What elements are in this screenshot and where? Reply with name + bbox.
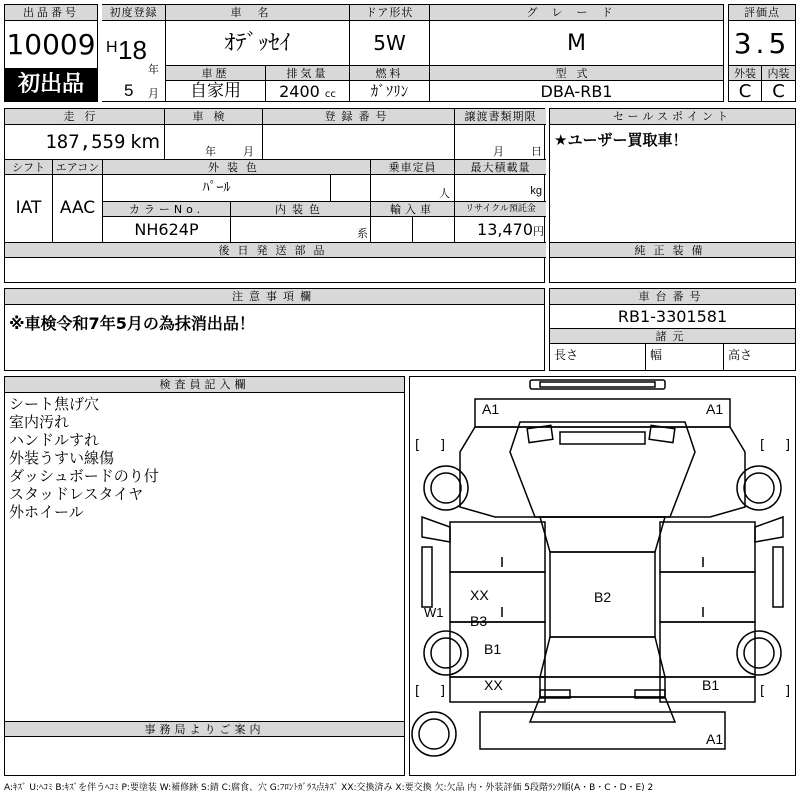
mark-xx-lower: XX xyxy=(484,677,503,693)
interior-color-label: 内装色 xyxy=(231,202,371,217)
score-label: 評価点 xyxy=(728,4,796,21)
width-cell: 幅 xyxy=(646,344,724,370)
inspection-cell xyxy=(165,125,263,160)
plate-number xyxy=(263,125,455,160)
car-name-label: 車名 xyxy=(166,4,350,21)
inspection-year-unit: 年 xyxy=(205,146,216,158)
inspector-item: 室内汚れ xyxy=(9,413,70,431)
mark-a1-top-left: A1 xyxy=(482,401,500,417)
displacement-cell xyxy=(266,81,350,102)
mileage-label: 走行 xyxy=(5,109,165,125)
color-label: 外装色 xyxy=(103,160,371,175)
dims-label: 諸元 xyxy=(550,329,795,344)
svg-text:[: [ xyxy=(415,684,421,699)
int-label: 内装 xyxy=(762,65,796,81)
grade: M xyxy=(430,21,724,66)
inspector-item: シート焦げ穴 xyxy=(9,395,100,413)
svg-text:[: [ xyxy=(760,438,766,453)
inspector-item: ハンドルすれ xyxy=(9,431,100,449)
inspector-list xyxy=(5,395,404,715)
inspector-item: ダッシュボードのり付 xyxy=(9,467,159,485)
color-no: NH624P xyxy=(103,217,231,242)
door-type: 5W xyxy=(350,21,430,66)
damage-diagram xyxy=(409,376,796,776)
capacity-label: 乗車定員 xyxy=(371,160,455,175)
notes-section xyxy=(4,288,545,371)
chassis-number: RB1-3301581 xyxy=(550,305,795,329)
import-divider xyxy=(371,217,413,242)
ac-label: エアコン xyxy=(53,160,103,175)
era: H xyxy=(106,39,118,56)
sales-label: セールスポイント xyxy=(550,109,795,125)
capacity-unit: 人 xyxy=(439,188,450,200)
history: 自家用 xyxy=(166,81,266,102)
fuel: ｶﾞｿﾘﾝ xyxy=(350,81,430,102)
lot-number: 10009 xyxy=(4,21,98,68)
plate-label: 登録番号 xyxy=(263,109,455,125)
transfer-label: 譲渡書類期限 xyxy=(455,109,546,125)
notes-text: ※車検令和7年5月の為抹消出品！ xyxy=(9,314,255,333)
mileage-cell xyxy=(5,125,165,160)
inspector-section xyxy=(4,376,405,776)
height-cell: 高さ xyxy=(728,348,753,362)
header-section xyxy=(4,4,796,102)
transfer-month-unit: 月 xyxy=(493,146,504,158)
inspection-label: 車検 xyxy=(165,109,263,125)
ext-grade: C xyxy=(728,81,762,102)
int-grade: C xyxy=(762,81,796,102)
mileage-unit: km xyxy=(130,131,160,153)
shift-label: シフト xyxy=(5,160,53,175)
inspection-month-unit: 月 xyxy=(243,146,254,158)
svg-text:[: [ xyxy=(415,438,421,453)
later-parts-label: 後日発送部品 xyxy=(5,242,546,258)
interior-color-cell xyxy=(231,217,371,242)
displacement-label: 排気量 xyxy=(266,65,350,81)
svg-text:]: ] xyxy=(440,438,446,453)
inspector-item: スタッドレスタイヤ xyxy=(9,485,144,503)
score: 3.5 xyxy=(728,21,796,66)
recycle-label: リサイクル預託金 xyxy=(455,202,546,217)
office-label: 事務局よりご案内 xyxy=(5,721,404,737)
svg-text:]: ] xyxy=(440,684,446,699)
chassis-label: 車台番号 xyxy=(550,289,795,305)
color-no-label: カラーNo. xyxy=(103,202,231,217)
inspector-item: 外装うすい線傷 xyxy=(9,449,115,467)
displacement-unit: cc xyxy=(324,89,336,100)
chassis-section xyxy=(549,288,796,371)
svg-text:[: [ xyxy=(760,684,766,699)
mark-w1: W1 xyxy=(424,605,444,620)
month-unit: 月 xyxy=(148,88,159,100)
model-label: 型式 xyxy=(430,65,724,81)
sales-point: ★ユーザー買取車！ xyxy=(554,131,688,149)
car-name: ｵﾃﾞｯｾｲ xyxy=(166,21,350,66)
ext-label: 外装 xyxy=(728,65,762,81)
door-label: ドア形状 xyxy=(350,4,430,21)
genuine-label: 純正装備 xyxy=(550,242,795,258)
mark-a1-bottom: A1 xyxy=(706,731,724,747)
displacement: 2400 xyxy=(279,82,320,101)
mileage: 187,559 xyxy=(45,131,126,153)
recycle-cell xyxy=(455,217,546,242)
grade-label: グレード xyxy=(430,4,724,21)
transfer-cell xyxy=(455,125,546,160)
capacity-cell xyxy=(371,175,455,202)
load-unit: kg xyxy=(530,185,542,197)
inspector-label: 検査員記入欄 xyxy=(5,377,404,393)
vehicle-info-section xyxy=(4,108,545,283)
reg-cell xyxy=(102,21,166,102)
color-extra xyxy=(331,175,371,202)
mark-b1-left: B1 xyxy=(484,641,502,657)
svg-text:]: ] xyxy=(785,438,791,453)
reg-year: 18 xyxy=(118,35,147,65)
car-outline-diagram xyxy=(410,377,795,775)
reg-label: 初度登録 xyxy=(102,4,166,21)
color: ﾊﾟｰﾙ xyxy=(103,175,331,202)
inspector-item: 外ホイール xyxy=(9,503,84,521)
mark-xx-upper: XX xyxy=(470,587,489,603)
interior-color-unit: 系 xyxy=(357,228,368,240)
mark-a1-top-right: A1 xyxy=(706,401,724,417)
sales-point-section xyxy=(549,108,796,283)
recycle-amount: 13,470 xyxy=(477,220,533,239)
reg-month: 5 xyxy=(124,81,134,100)
load-cell xyxy=(455,175,546,202)
mark-b3: B3 xyxy=(470,613,488,629)
notes-label: 注意事項欄 xyxy=(5,289,544,305)
year-unit: 年 xyxy=(148,64,159,76)
transfer-day-unit: 日 xyxy=(531,146,542,158)
damage-legend: A:ｷｽﾞ U:ﾍｺﾐ B:ｷｽﾞを伴うﾍｺﾐ P:要塗装 W:補修跡 S:錆 C:腐食、穴 G:ﾌﾛﾝﾄｶﾞﾗｽ点ｷｽﾞ XX:交換済み X:要交換 欠:欠品 内・外装評価 5段階ﾗﾝｸ順(A・B・C・D・E) 2 xyxy=(4,783,654,793)
fuel-label: 燃料 xyxy=(350,65,430,81)
history-label: 車歴 xyxy=(166,65,266,81)
recycle-unit: 円 xyxy=(533,225,544,238)
svg-text:]: ] xyxy=(785,684,791,699)
length-cell: 長さ xyxy=(550,344,646,370)
first-listing-badge: 初出品 xyxy=(4,68,98,102)
model: DBA-RB1 xyxy=(430,81,724,102)
load-label: 最大積載量 xyxy=(455,160,546,175)
mark-b2: B2 xyxy=(594,589,612,605)
shift: IAT xyxy=(5,175,53,242)
import-label: 輸入車 xyxy=(371,202,455,217)
lot-label: 出品番号 xyxy=(4,4,98,21)
ac: AAC xyxy=(53,175,103,242)
mark-b1-right: B1 xyxy=(702,677,720,693)
